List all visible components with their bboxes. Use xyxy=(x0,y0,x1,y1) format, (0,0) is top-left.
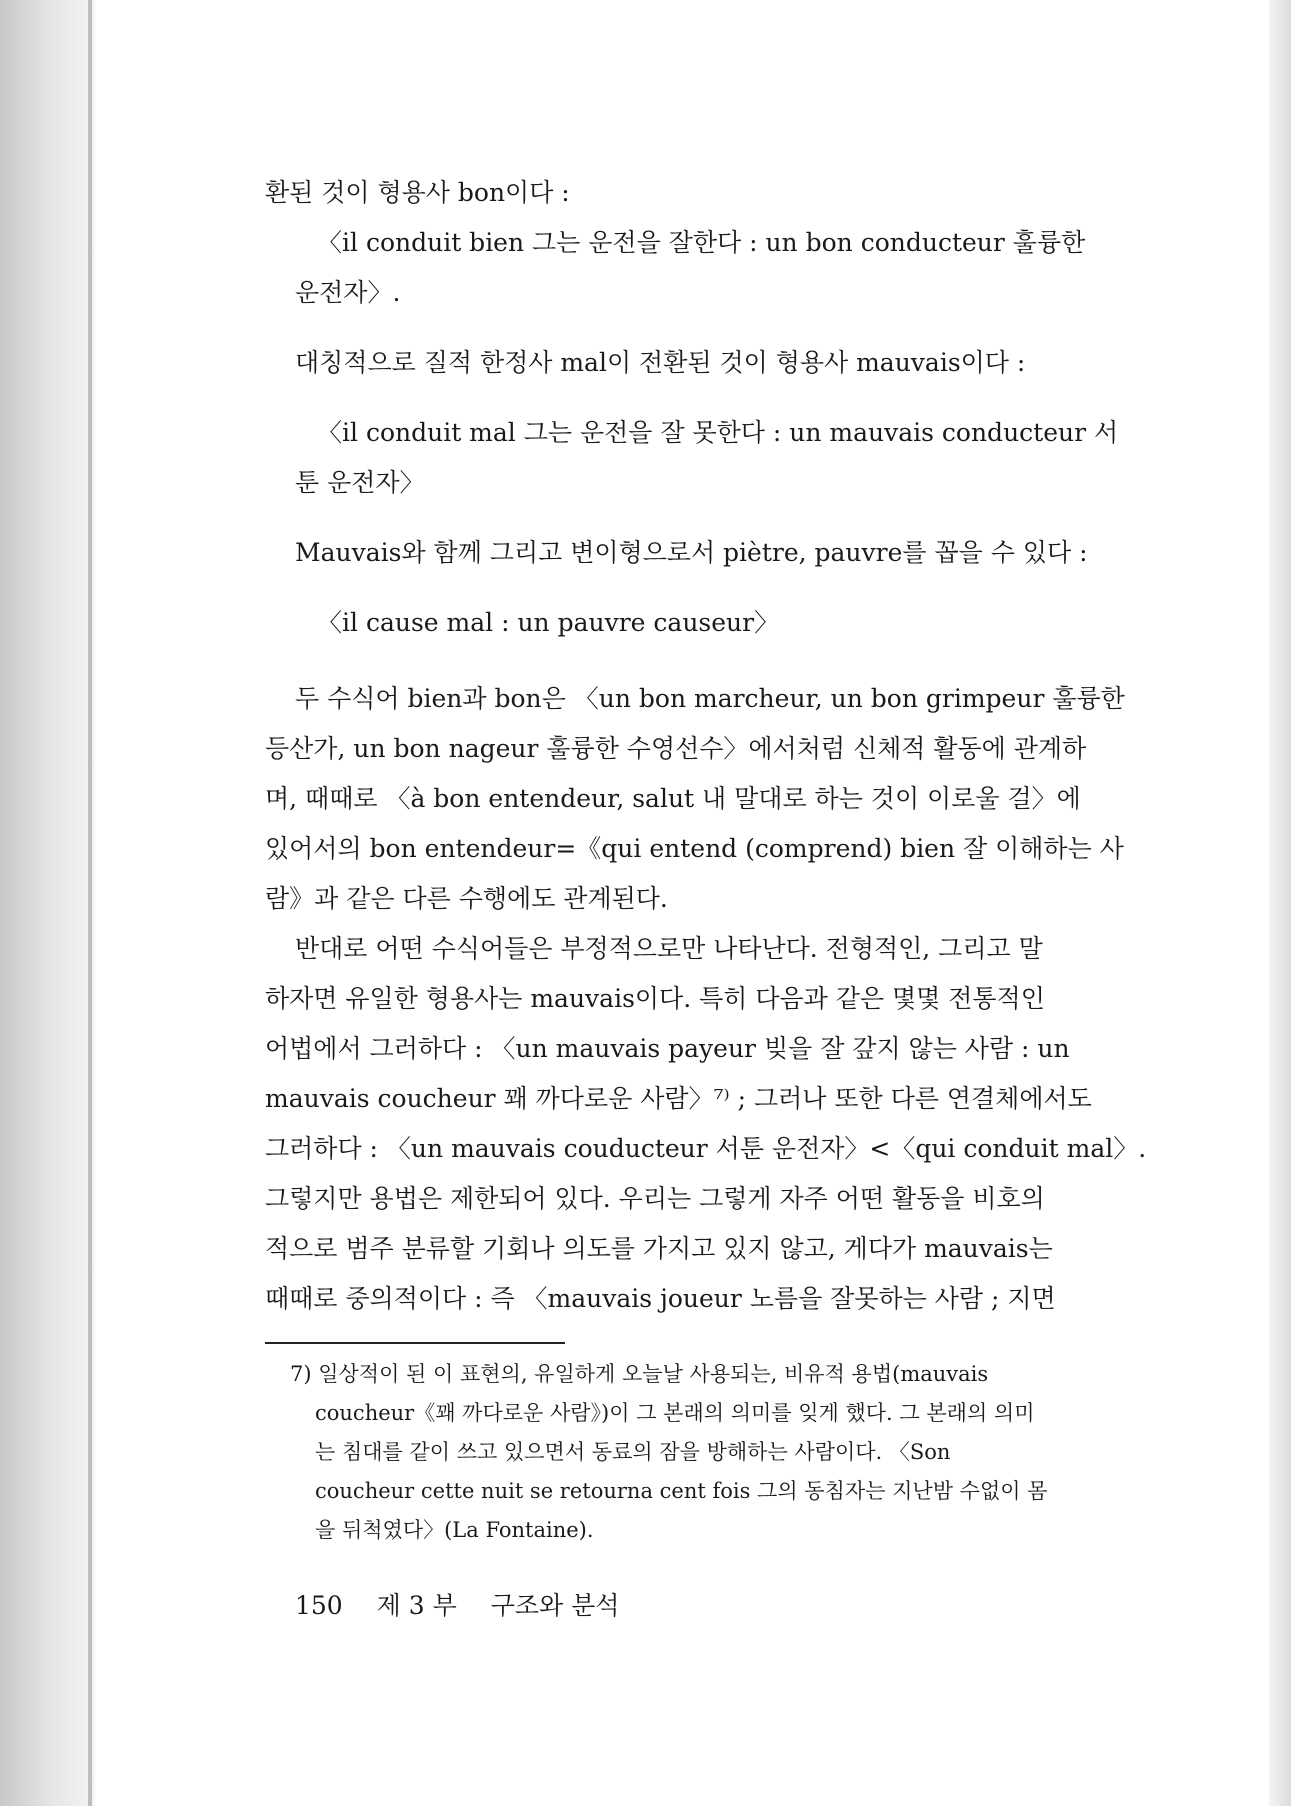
footnote-line: 을 뒤척였다〉(La Fontaine). xyxy=(315,1518,594,1542)
part-label: 제 3 부 xyxy=(376,1591,457,1620)
paragraph-line: 때때로 중의적이다 : 즉 〈mauvais joueur 노름을 잘못하는 사람 ; 지면 xyxy=(265,1284,1056,1313)
footnote-line: 7) 일상적이 된 이 표현의, 유일하게 오늘날 사용되는, 비유적 용법(mauvais xyxy=(290,1362,989,1386)
page-right-edge xyxy=(1269,0,1291,1806)
body-line: Mauvais와 함께 그리고 변이형으로서 piètre, pauvre를 꼽을 수 있다 : xyxy=(295,538,1088,567)
example-line: 〈il conduit mal 그는 운전을 잘 못한다 : un mauvais conducteur 서 xyxy=(317,418,1119,447)
book-spine-shadow xyxy=(0,0,95,1806)
paragraph-line: mauvais coucheur 꽤 까다로운 사람〉⁷⁾ ; 그러나 또한 다른 연결체에서도 xyxy=(265,1084,1092,1113)
paragraph-line: 그렇지만 용법은 제한되어 있다. 우리는 그렇게 자주 어떤 활동을 비호의 xyxy=(265,1184,1045,1213)
example-line: 〈il cause mal : un pauvre causeur〉 xyxy=(317,608,780,637)
footnote-line: coucheur cette nuit se retourna cent fois 그의 동침자는 지난밤 수없이 몸 xyxy=(315,1479,1048,1503)
body-line: 대칭적으로 질적 한정사 mal이 전환된 것이 형용사 mauvais이다 : xyxy=(295,348,1026,377)
paragraph-line: 람》과 같은 다른 수행에도 관계된다. xyxy=(265,884,668,913)
section-label: 구조와 분석 xyxy=(490,1591,620,1620)
example-line: 툰 운전자〉 xyxy=(295,468,425,497)
paragraph-line: 적으로 범주 분류할 기회나 의도를 가지고 있지 않고, 게다가 mauvais는 xyxy=(265,1234,1053,1263)
page-number: 150 xyxy=(295,1591,343,1620)
paragraph-line: 반대로 어떤 수식어들은 부정적으로만 나타난다. 전형적인, 그리고 말 xyxy=(295,934,1043,963)
book-page xyxy=(95,0,1269,1806)
example-line: 〈il conduit bien 그는 운전을 잘한다 : un bon conducteur 훌륭한 xyxy=(317,228,1086,257)
footnote-line: 는 침대를 같이 쓰고 있으면서 동료의 잠을 방해하는 사람이다. 〈Son xyxy=(315,1440,951,1464)
book-spine-edge xyxy=(88,0,92,1806)
footnote-line: coucheur《꽤 까다로운 사람》)이 그 본래의 의미를 잊게 했다. 그 본래의 의미 xyxy=(315,1401,1035,1425)
paragraph-line: 그러하다 : 〈un mauvais couducteur 서툰 운전자〉<〈qui conduit mal〉. xyxy=(265,1134,1147,1163)
paragraph-line: 어법에서 그러하다 : 〈un mauvais payeur 빚을 잘 갚지 않는 사람 : un xyxy=(265,1034,1070,1063)
paragraph-line: 며, 때때로 〈à bon entendeur, salut 내 말대로 하는 것이 이로울 걸〉에 xyxy=(265,784,1081,813)
paragraph-line: 등산가, un bon nageur 훌륭한 수영선수〉에서처럼 신체적 활동에 관계하 xyxy=(265,734,1087,763)
body-text xyxy=(265,168,1220,1324)
example-line: 운전자〉. xyxy=(295,278,401,307)
page-footer xyxy=(295,1586,645,1626)
body-line: 환된 것이 형용사 bon이다 : xyxy=(265,178,570,207)
paragraph-line: 두 수식어 bien과 bon은 〈un bon marcheur, un bon grimpeur 훌륭한 xyxy=(295,684,1125,713)
footnote-rule xyxy=(265,1342,565,1344)
footnote xyxy=(290,1355,1220,1550)
paragraph-line: 하자면 유일한 형용사는 mauvais이다. 특히 다음과 같은 몇몇 전통적인 xyxy=(265,984,1045,1013)
paragraph-line: 있어서의 bon entendeur=《qui entend (comprend) bien 잘 이해하는 사 xyxy=(265,834,1124,863)
